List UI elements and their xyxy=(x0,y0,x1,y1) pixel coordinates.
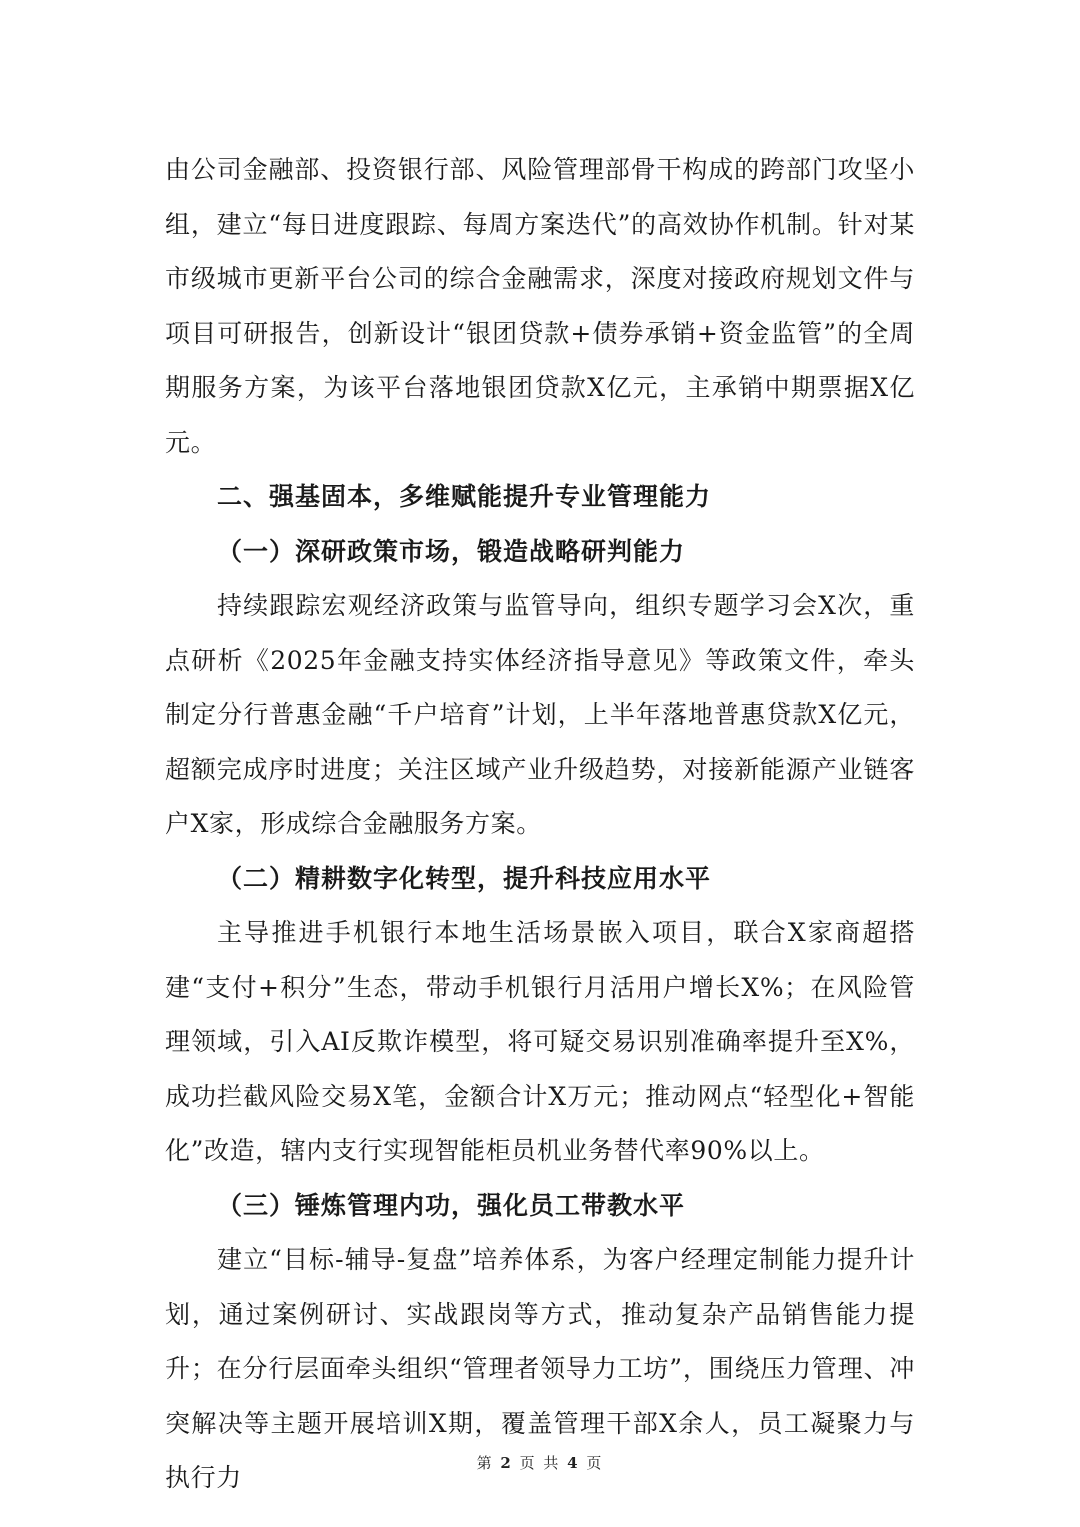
page-footer xyxy=(0,1452,1080,1473)
subsection-heading-2: （二）精耕数字化转型，提升科技应用水平 xyxy=(217,863,712,893)
subsection-heading-1: （一）深研政策市场，锻造战略研判能力 xyxy=(217,536,686,566)
footer-suffix: 页 xyxy=(586,1454,604,1472)
subsection-body-1: 持续跟踪宏观经济政策与监管导向，组织专题学习会X次，重点研析《2025年金融支持实体经济指导意见》等政策文件，牵头制定分行普惠金融“千户培育”计划，上半年落地普惠贷款X亿元，超额完成序时进度；关注区域产业升级趋势，对接新能源产业链客户X家，形成综合金融服务方案。 xyxy=(165,591,915,838)
subsection-body-2: 主导推进手机银行本地生活场景嵌入项目，联合X家商超搭建“支付+积分”生态，带动手机银行月活用户增长X%；在风险管理领域，引入AI反欺诈模型，将可疑交易识别准确率提升至X%，成功拦截风险交易X笔，金额合计X万元；推动网点“轻型化+智能化”改造，辖内支行实现智能柜员机业务替代率90%以上。 xyxy=(165,918,915,1165)
footer-middle: 页 共 xyxy=(519,1454,561,1472)
subsection-body-3: 建立“目标-辅导-复盘”培养体系，为客户经理定制能力提升计划，通过案例研讨、实战跟岗等方式，推动复杂产品销售能力提升；在分行层面牵头组织“管理者领导力工坊”，围绕压力管理、冲突解决等主题开展培训X期，覆盖管理干部X余人，员工凝聚力与执行力 xyxy=(165,1245,915,1492)
document-body xyxy=(165,143,915,1506)
section-heading: 二、强基固本，多维赋能提升专业管理能力 xyxy=(217,482,712,511)
footer-current-page: 2 xyxy=(500,1454,513,1472)
footer-total-pages: 4 xyxy=(567,1454,580,1472)
footer-prefix: 第 xyxy=(476,1454,494,1472)
subsection-heading-3: （三）锤炼管理内功，强化员工带教水平 xyxy=(217,1190,686,1220)
paragraph-continued: 由公司金融部、投资银行部、风险管理部骨干构成的跨部门攻坚小组，建立“每日进度跟踪、每周方案迭代”的高效协作机制。针对某市级城市更新平台公司的综合金融需求，深度对接政府规划文件与项目可研报告，创新设计“银团贷款+债券承销+资金监管”的全周期服务方案，为该平台落地银团贷款X亿元，主承销中期票据X亿元。 xyxy=(165,155,915,457)
